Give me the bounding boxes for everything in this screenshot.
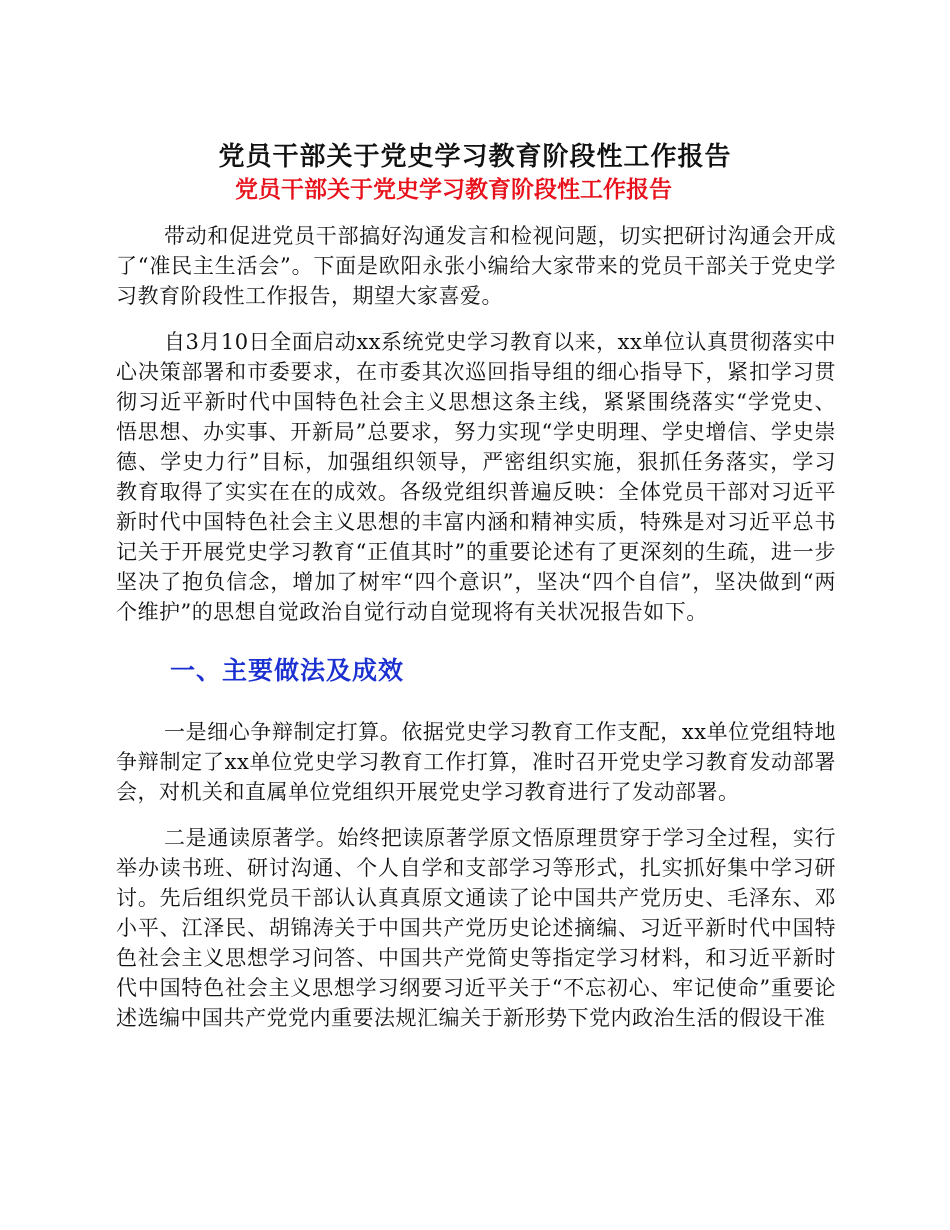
document-subtitle: 党员干部关于党史学习教育阶段性工作报告 — [235, 177, 672, 203]
overview-paragraph: 自3月10日全面启动xx系统党史学习教育以来，xx单位认真贯彻落实中心决策部署和市委要求，在市委其次巡回指导组的细心指导下，紧扣学习贯彻习近平新时代中国特色社会主义思想这条主线，紧紧围绕落实“学党史、悟思想、办实事、开新局”总要求，努力实现“学史明理、学史增信、学史崇德、学史力行”目标，加强组织领导，严密组织实施，狠抓任务落实，学习教育取得了实实在在的成效。各级党组织普遍反映：全体党员干部对习近平新时代中国特色社会主义思想的丰富内涵和精神实质，特殊是对习近平总书记关于开展党史学习教育“正值其时”的重要论述有了更深刻的生疏，进一步坚决了抱负信念，增加了树牢“四个意识”，坚决“四个自信”，坚决做到“两个维护”的思想自觉政治自觉行动自觉现将有关状况报告如下。 — [116, 330, 836, 624]
document-body — [116, 221, 836, 1033]
section-paragraph-planning: 一是细心争辩制定打算。依据党史学习教育工作支配，xx单位党组特地争辩制定了xx单位党史学习教育工作打算，准时召开党史学习教育发动部署会，对机关和直属单位党组织开展党史学习教育进行了发动部署。 — [116, 720, 836, 804]
section-paragraph-reading: 二是通读原著学。始终把读原著学原文悟原理贯穿于学习全过程，实行举办读书班、研讨沟通、个人自学和支部学习等形式，扎实抓好集中学习研讨。先后组织党员干部认认真真原文通读了论中国共产党历史、毛泽东、邓小平、江泽民、胡锦涛关于中国共产党历史论述摘编、习近平新时代中国特色社会主义思想学习问答、中国共产党简史等指定学习材料，和习近平新时代中国特色社会主义思想学习纲要习近平关于“不忘初心、牢记使命”重要论述选编中国共产党党内重要法规汇编关于新形势下党内政治生活的假设干准 — [116, 826, 836, 1030]
section-heading: 一、主要做法及成效 — [170, 656, 405, 685]
intro-paragraph: 带动和促进党员干部搞好沟通发言和检视问题，切实把研讨沟通会开成了“准民主生活会”。下面是欧阳永张小编给大家带来的党员干部关于党史学习教育阶段性工作报告，期望大家喜爱。 — [116, 224, 836, 308]
document-title: 党员干部关于党史学习教育阶段性工作报告 — [218, 142, 732, 172]
